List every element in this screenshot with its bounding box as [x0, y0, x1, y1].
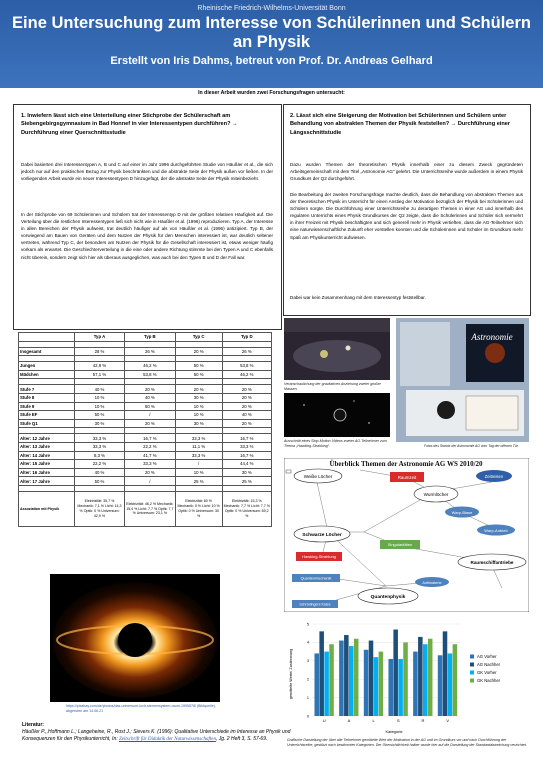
- table-cell: 16,7 %: [222, 434, 271, 443]
- table-row: [19, 442, 272, 451]
- chart-y-tick-label: 3: [306, 659, 309, 664]
- chart-bar: [374, 657, 379, 716]
- table-cell: 10 %: [175, 402, 222, 411]
- table-cell: 33,3 %: [124, 460, 175, 469]
- mindmap-node-warp-drive: Warp-Antrieb: [484, 528, 508, 533]
- literature-journal: Zeitschrift für Didaktik der Naturwissenschaften: [119, 737, 216, 742]
- table-cell: 33,3 %: [222, 442, 271, 451]
- table-cell: 20 %: [222, 393, 271, 402]
- chart-y-tick-label: 0: [306, 714, 309, 719]
- table-cell: 10 %: [175, 468, 222, 477]
- photo-stop-motion: [284, 393, 390, 437]
- table-header-cell: Typ B: [124, 333, 175, 342]
- table-cell: 20 %: [175, 347, 222, 356]
- mindmap-node-singularities: Singularitäten: [387, 542, 413, 547]
- chart-legend-swatch: [470, 655, 474, 659]
- photo-gravity-caption: Veranschaulichung der gravitativen Anziehung zweier großer Massen.: [284, 382, 381, 391]
- table-cell: 11,1 %: [175, 442, 222, 451]
- table-row: [19, 393, 272, 402]
- table-cell: 53,8 %: [222, 362, 271, 371]
- chart-y-tick-label: 2: [306, 677, 309, 682]
- table-cell: 26 %: [222, 347, 271, 356]
- chart-legend-label: GK Vorher: [477, 670, 497, 675]
- table-row: [19, 477, 272, 486]
- table-cell: 50 %: [75, 411, 125, 420]
- table-cell: Stufe Q1: [19, 419, 75, 428]
- chart-bar: [453, 644, 458, 716]
- literature-section: [22, 722, 292, 743]
- chart-x-axis-label: Kategorie: [385, 729, 403, 734]
- question-1-title: 1. Inwiefern lässt sich eine Unterteilung einer Stichprobe der Schülerschaft am Siebengebirgsgymnasium in Bad Honnef in vier Interessentypen durchführen? → Durchführung einer Querschnittsstudie: [21, 113, 238, 136]
- table-cell: 26 %: [124, 347, 175, 356]
- table-row: [19, 411, 272, 420]
- black-hole-image: [50, 574, 220, 702]
- table-cell: 20 %: [222, 419, 271, 428]
- chart-bar: [428, 639, 433, 716]
- table-row: [19, 370, 272, 379]
- chart-bar: [324, 652, 329, 716]
- astronomy-mindmap: [284, 458, 529, 612]
- table-row: [19, 402, 272, 411]
- table-cell: 33,3 %: [175, 434, 222, 443]
- mindmap-legend: [286, 470, 291, 473]
- table-cell: 40 %: [75, 468, 125, 477]
- question-1-paragraph-2: In der Stichprobe von 69 Schülerinnen und Schülern trat der Interessentyp D mit der größten relativen Häufigkeit auf. Die Verteilung über die restlichen Interessentypen ließ sich nicht wie in Häußler et al. (1996) reproduzieren. Typ A, der Interesse in allen Bereichen der Physik aufweist, trat deutlich häufiger auf als von Häußler et al. (1996) antizipiert. Typ B, der vorwiegend am Bauen von Geräten und dem Nutzen der Physik für den Menschen interessiert ist, war deutlich seltener vertreten, während Typ C, der besonders am Nutzen der Physik für die Gesellschaft interessiert ist, etwas weniger häufig vorkam als erwartet. Die Geschlechterverteilung in die eine oder andere Richtung stimmte bei den Typen A und C ebenfalls nicht überein, sondern zeigt sich hier als überaus ausgeglichen, was auch bei den Typen B und D der Fall war.: [21, 212, 273, 260]
- chart-legend-label: GK Nachher: [477, 678, 501, 683]
- table-cell: 20 %: [175, 385, 222, 394]
- table-row: [19, 468, 272, 477]
- motivation-bar-chart: [284, 616, 529, 736]
- chart-y-tick-label: 4: [306, 640, 309, 645]
- chart-legend-swatch: [470, 663, 474, 667]
- mindmap-node-spaceship-drives: Raumschiffantriebe: [470, 560, 514, 565]
- chart-x-tick-label: R: [421, 718, 425, 723]
- chart-x-tick-label: A: [347, 718, 351, 723]
- table-cell: Alter: 12 Jahre: [19, 434, 75, 443]
- chart-bar: [344, 635, 349, 716]
- chart-bar: [398, 659, 403, 716]
- question-2-paragraph-1: Dazu wurden Themen der theoretischen Physik innerhalb einer zu diesem Zweck gegründeten Arbeitsgemeinschaft mit dem Titel „Astronomie AG“ gelehrt. Die Unterrichtsreihe wurde außerdem in einem Physik Grundkurs der Q2 durchgeführt.: [290, 162, 523, 182]
- intro-text: In dieser Arbeit wurden zwei Forschungsfragen untersucht:: [198, 90, 345, 96]
- question-2-paragraph-2: Die Bearbeitung der zweiten Forschungsfrage machte deutlich, dass die Behandlung von abstrakten Themen aus der theoretischen Physik im Unterricht für einen Anstieg der Motivation bezüglich der Physik bei Schülerinnen und Schülern sorgte. Die Durchführung einer Unterrichtsreihe zu derartigen Themen in einer AG und innerhalb des regulären Unterrichts eines Physik Grundkurses der Q2 zeigte, dass die Schülerinnen und Schüler sich vermehrt in ihrer Freizeit mit Physik beschäftigten und sich generell mehr in Physik vertieften, dass die AG-Teilnehmer sich eine naturwissenschaftliche Zukunft eher vorstellen konnten und die Schülerinnen und Schüler im Grundkurs mehr Spaß am Physikunterricht aufwiesen.: [290, 192, 523, 240]
- table-cell: 16,7 %: [222, 451, 271, 460]
- table-cell: 16,7 %: [124, 434, 175, 443]
- table-row: [19, 460, 272, 469]
- table-cell: 10 %: [175, 411, 222, 420]
- table-cell: Stufe 8: [19, 393, 75, 402]
- table-cell: Elektrizität: 46,2 % Mechanik: 15,4 % Licht: 7,7 % Optik: 7,7 % Universum: 23,1 %: [124, 491, 175, 526]
- table-cell: 10 %: [75, 402, 125, 411]
- table-cell: Elektrizität: 15,3 % Mechanik: 7,7 % Licht: 7,7 % Optik: 0 % Universum: 69,2 %: [222, 491, 271, 526]
- chart-bar: [369, 641, 374, 716]
- chart-bar: [423, 644, 428, 716]
- chart-bar: [393, 630, 398, 716]
- chart-bar: [314, 653, 319, 716]
- chart-bar: [438, 655, 443, 716]
- table-cell: Alter: 16 Jahre: [19, 468, 75, 477]
- chart-bar: [403, 642, 408, 716]
- table-row: [19, 385, 272, 394]
- table-header-cell: Typ D: [222, 333, 271, 342]
- table-cell: 50 %: [175, 370, 222, 379]
- table-cell: 25 %: [222, 477, 271, 486]
- chart-x-tick-label: S: [396, 718, 400, 723]
- table-cell: 28 %: [75, 347, 125, 356]
- mindmap-node-white-holes: Weiße Löcher: [303, 474, 333, 479]
- table-row: [19, 362, 272, 371]
- chart-bar: [354, 639, 359, 716]
- table-cell: Mädchen: [19, 370, 75, 379]
- chart-bar: [448, 653, 453, 716]
- table-header-cell: Typ A: [75, 333, 125, 342]
- table-cell: 20 %: [124, 419, 175, 428]
- mindmap-node-quantum-mechanics: Quantenmechanik: [300, 576, 332, 581]
- mindmap-node-schroedinger-cat: Schrödingers Katze: [299, 602, 331, 607]
- table-cell: 53,8 %: [124, 370, 175, 379]
- table-cell: 50 %: [175, 362, 222, 371]
- table-cell: Alter: 14 Jahre: [19, 451, 75, 460]
- chart-y-tick-label: 1: [306, 695, 309, 700]
- table-cell: Alter: 15 Jahre: [19, 460, 75, 469]
- mindmap-node-quantum-physics: Quantenphysik: [370, 595, 406, 600]
- chart-legend-label: AG Nachher: [477, 662, 501, 667]
- table-cell: 30 %: [222, 468, 271, 477]
- table-header-cell: [19, 333, 75, 342]
- mindmap-node-antimatter: Antimaterie: [422, 581, 442, 585]
- chart-bar: [379, 652, 384, 716]
- table-cell: 22,2 %: [124, 442, 175, 451]
- interest-type-table: [18, 332, 272, 527]
- table-cell: /: [175, 460, 222, 469]
- mindmap-node-black-holes: Schwarze Löcher: [302, 533, 342, 538]
- question-1-paragraph-1: Dabei basierten drei Interessentypen A, B und C auf einer im Jahr 1996 durchgeführten Studie von Häußler et al., die sich jedoch nur auf den praktischen Bezug zur Physik beschränkten und die abstrakte Seite der Physik außen vor ließen. In der vorliegenden Arbeit wurde ein neuer Interessentypen D hinzugefügt, der die abstrakte Seite der Physik miteinbezieht.: [21, 162, 273, 182]
- table-cell: 40 %: [75, 385, 125, 394]
- table-cell: 20 %: [124, 468, 175, 477]
- chart-bar: [443, 631, 448, 716]
- table-cell: 50 %: [124, 402, 175, 411]
- table-row: [19, 451, 272, 460]
- mindmap-node-wormholes: Wurmlöcher: [423, 492, 449, 497]
- chart-legend-label: AG Vorher: [477, 654, 497, 659]
- chart-bar: [388, 659, 393, 716]
- chart-bar: [413, 652, 418, 716]
- chart-y-tick-label: 5: [306, 622, 309, 627]
- chart-x-tick-label: V: [446, 718, 450, 723]
- table-row: [19, 419, 272, 428]
- literature-text: Häußler P.,,Hoffmann L.; Langeheine, R., Rost J.; Sievers K. (1996): Qualitative Unterschiede im Interesse an Physik und Konsequenzen für den Physikunterricht, In:: [22, 729, 291, 742]
- table-row-association: [19, 491, 272, 526]
- chart-caption: Grafische Darstellung der über alle Teilnehmer gemittelte Wert der Motivation in der AG und im Grundkurs vor und nach Durchführung der Unterrichtsreihe, gestützt nach bestimmten Kategorien. Der Übersichtlichkeit halber wurde hier auf die Darstellung der Standardabweichung verzichtet.: [287, 738, 527, 747]
- svg-text:Astronomie: Astronomie: [471, 332, 513, 342]
- table-cell: 30 %: [175, 419, 222, 428]
- mindmap-node-spacetime: Raumzeit: [397, 475, 417, 480]
- table-cell: 30 %: [75, 419, 125, 428]
- table-cell: 10 %: [75, 393, 125, 402]
- table-cell: Stufe 7: [19, 385, 75, 394]
- table-cell: 50 %: [75, 477, 125, 486]
- university-name: Rheinische Friedrich-Wilhelms-Universität Bonn: [197, 5, 346, 12]
- question-2-box: [283, 104, 531, 316]
- mindmap-title: Überblick Themen der Astronomie AG WS 2010/20: [329, 460, 483, 468]
- poster-author: Erstellt von Iris Dahms, betreut von Prof. Dr. Andreas Gelhard: [110, 55, 433, 67]
- table-cell: Stufe EF: [19, 411, 75, 420]
- table-header-cell: Typ C: [175, 333, 222, 342]
- literature-heading: Literatur:: [22, 722, 44, 728]
- literature-rest: , Jg. 2 Heft 3, S. 57-69.: [215, 736, 268, 742]
- poster-header: [0, 0, 543, 88]
- chart-legend-swatch: [470, 671, 474, 675]
- chart-legend-swatch: [470, 679, 474, 683]
- table-row: [19, 347, 272, 356]
- table-cell: /: [124, 411, 175, 420]
- table-cell: Elektrizität: 35,7 % Mechanik: 7,1 % Licht: 14,3 % Optik: 0 % Universum: 42,9 %: [75, 491, 125, 526]
- poster-title: Eine Untersuchung zum Interesse von Schülerinnen und Schülern an Physik: [12, 14, 531, 51]
- chart-bar: [319, 631, 324, 716]
- table-cell: Elektrizität: 60 % Mechanik: 0 % Licht: 10 % Optik: 0 % Universum: 30 %: [175, 491, 222, 526]
- table-cell: 22,2 %: [75, 460, 125, 469]
- mindmap-node-time-travel: Zeitreisen: [484, 474, 504, 479]
- chart-y-axis-label: gemittelte Werte/ Zustimmung: [289, 648, 293, 700]
- black-hole-caption: https://pixabay.com/de/photos/das-universum-loch-sternensystem-raum-1995578/ (Bildquelle), abgerufen am 14.06.21: [66, 704, 216, 713]
- table-cell: Insgesamt: [19, 347, 75, 356]
- table-cell: 33,3 %: [75, 434, 125, 443]
- table-cell: Alter: 17 Jahre: [19, 477, 75, 486]
- chart-bar: [364, 650, 369, 716]
- photo-stop-motion-caption: Ausschnitt eines Stop-Motion-Videos zweier AG-Teilnehmer zum Thema „Hawking-Strahlung“.: [284, 439, 387, 448]
- table-cell: 8,3 %: [75, 451, 125, 460]
- chart-x-tick-label: U: [322, 718, 326, 723]
- chart-bar: [329, 644, 334, 716]
- photo-gravity-demo: [284, 318, 390, 380]
- question-1-box: [13, 104, 282, 330]
- table-cell: 33,3 %: [75, 442, 125, 451]
- photo-astronomy-stand: [396, 318, 529, 442]
- table-cell: Stufe 9: [19, 402, 75, 411]
- table-cell: 20 %: [124, 385, 175, 394]
- mindmap-node-hawking-radiation: Hawking-Strahlung: [302, 554, 336, 559]
- mindmap-node-warp-bubble: Warp-Blase: [451, 510, 473, 515]
- photo-stand-caption: Fotos des Stands der Astronomie AG vom Tag der offenen Tür.: [424, 444, 519, 448]
- table-cell: 42,9 %: [75, 362, 125, 371]
- table-cell: 40 %: [124, 393, 175, 402]
- table-cell: 41,7 %: [124, 451, 175, 460]
- table-cell: 46,2 %: [222, 370, 271, 379]
- table-cell: 30 %: [175, 393, 222, 402]
- table-cell: 57,1 %: [75, 370, 125, 379]
- question-2-paragraph-3: Dabei war kein Zusammenhang mit dem Interessentyp feststellbar.: [290, 295, 426, 300]
- question-2-title: 2. Lässt sich eine Steigerung der Motivation bei Schülerinnen und Schülern unter Behandlung von abstrakten Themen der Physik feststellen? → Durchführung einer Längsschnittstudie: [290, 113, 511, 136]
- table-cell: Alter: 13 Jahre: [19, 442, 75, 451]
- table-cell: 20 %: [222, 385, 271, 394]
- table-header-row: [19, 333, 272, 342]
- table-cell: 44,4 %: [222, 460, 271, 469]
- literature-reference: [22, 729, 292, 743]
- table-cell: Jungen: [19, 362, 75, 371]
- table-cell: 20 %: [222, 402, 271, 411]
- table-cell: 46,2 %: [124, 362, 175, 371]
- table-cell: /: [124, 477, 175, 486]
- chart-x-tick-label: L: [372, 718, 375, 723]
- table-cell: Assoziation mit Physik: [19, 491, 75, 526]
- table-row: [19, 434, 272, 443]
- chart-bar: [339, 641, 344, 716]
- table-cell: 40 %: [222, 411, 271, 420]
- chart-bar: [418, 637, 423, 716]
- chart-bar: [349, 646, 354, 716]
- table-cell: 33,3 %: [175, 451, 222, 460]
- table-cell: 25 %: [175, 477, 222, 486]
